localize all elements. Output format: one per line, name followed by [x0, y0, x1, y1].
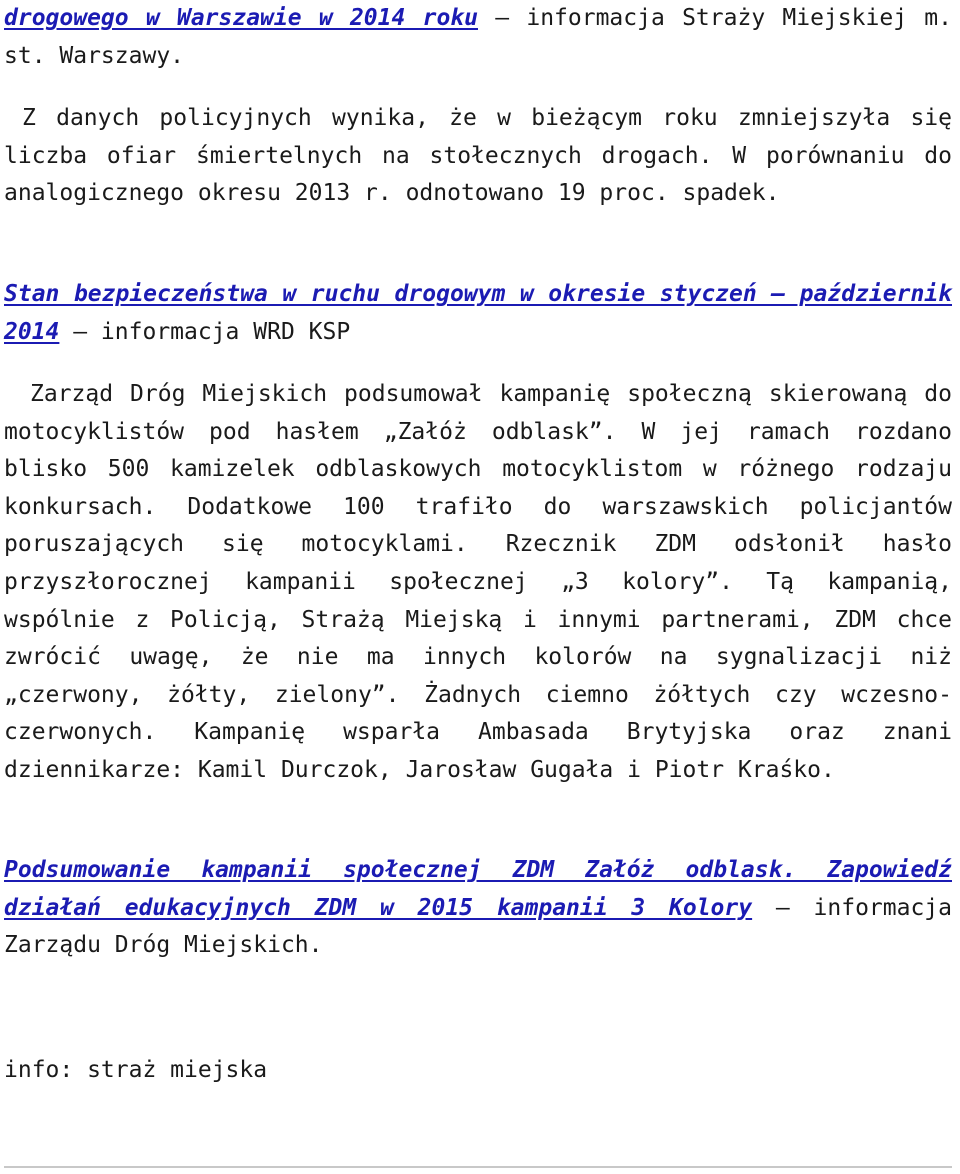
paragraph-source-straz-text: – informacja Straży Miejskiej m. st. Warszawy. — [4, 5, 952, 69]
link-road-safety-2014[interactable]: drogowego w Warszawie w 2014 roku — [4, 5, 478, 31]
paragraph-zdm-campaign: Zarząd Dróg Miejskich podsumował kampanię społeczną skierowaną do motocyklistów pod hasłem „Załóż odblask”. W jej ramach rozdano blisko 500 kamizelek odblaskowych motocyklistom w różnego rodzaju konkursach. Dodatkowe 100 trafiło do warszawskich policjantów poruszających się motocyklami. Rzecznik ZDM odsłonił hasło przyszłorocznej kampanii społecznej „3 kolory”. Tą kampanią, wspólnie z Policją, Strażą Miejską i innymi partnerami, ZDM chce zwrócić uwagę, że nie ma innych kolorów na sygnalizacji niż „czerwony, żółty, zielony”. Żadnych ciemno żółtych czy wczesno-czerwonych. Kampanię wsparła Ambasada Brytyjska oraz znani dziennikarze: Kamil Durczok, Jarosław Gugała i Piotr Kraśko. — [4, 381, 952, 783]
paragraph-source-zdm-text: – informacja Zarządu Dróg Miejskich. — [4, 894, 953, 959]
link-zdm-campaign-summary[interactable]: Podsumowanie kampanii społecznej ZDM Załóż odblask. Zapowiedź działań edukacyjnych ZDM w 2015 kampanii 3 Kolory — [4, 857, 952, 921]
paragraph-police-data: Z danych policyjnych wynika, że w bieżącym roku zmniejszyła się liczba ofiar śmiertelnych na stołecznych drogach. W porównaniu do analogicznego okresu 2013 r. odnotowano 19 proc. spadek. — [4, 105, 952, 207]
bottom-divider — [4, 1166, 952, 1168]
link-wrd-ksp-report[interactable]: Stan bezpieczeństwa w ruchu drogowym w okresie styczeń – październik 2014 — [4, 281, 952, 345]
paragraph-source-zdm — [4, 852, 952, 965]
footer-info: info: straż miejska — [4, 1057, 268, 1083]
paragraph-source-wrd — [4, 276, 952, 351]
paragraph-source-wrd-text: – informacja WRD KSP — [59, 318, 351, 345]
paragraph-source-straz — [4, 0, 952, 75]
